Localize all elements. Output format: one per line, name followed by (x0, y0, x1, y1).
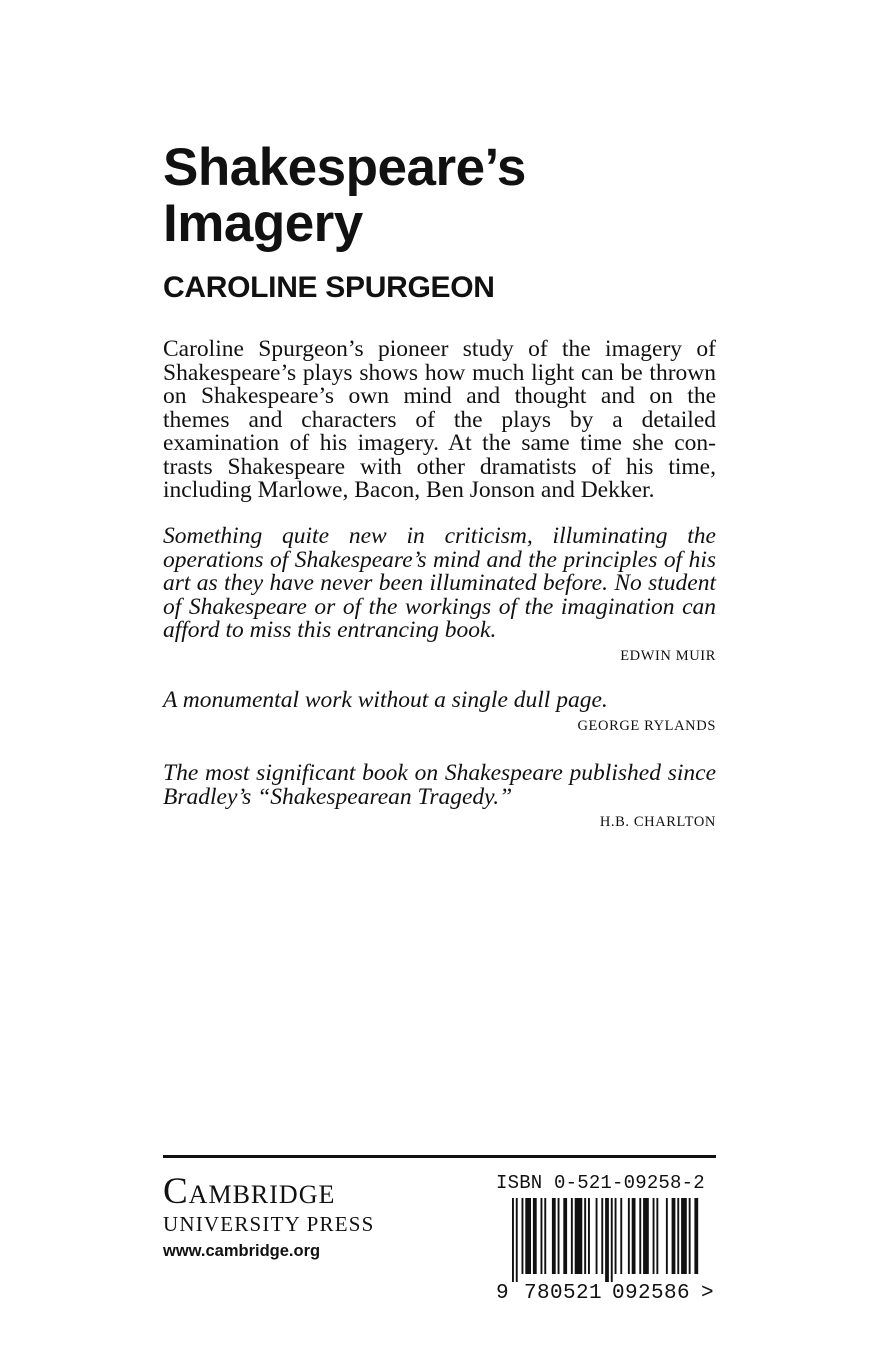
barcode-bar (677, 1198, 679, 1274)
barcode-digits-left: 780521 (524, 1282, 603, 1302)
publisher-subtitle: UNIVERSITY PRESS (163, 1212, 375, 1236)
author-name: CAROLINE SPURGEON (163, 271, 495, 304)
barcode-bar (516, 1198, 518, 1282)
review-quote (163, 689, 716, 735)
quote-attribution: H.B. CHARLTON (599, 814, 716, 830)
barcode-bars (512, 1198, 698, 1282)
barcode-end-mark: > (701, 1282, 714, 1302)
barcode-bar (544, 1198, 546, 1274)
quote-attribution: GEORGE RYLANDS (577, 717, 716, 734)
book-blurb: Caroline Spurgeon’s pioneer study of the imagery of Shakespeare’s plays shows how much light can be thrown on Shakespeare’s own mind and thought and on the themes and characters of the plays by a detailed examination of his imagery. At the same time she contrasts Shakespeare with other dramatists of his time, including Marlowe, Bacon, Ben Jonson and Dekker. (163, 336, 716, 503)
barcode-bar (666, 1198, 668, 1274)
barcode-bar (653, 1198, 655, 1274)
title-line-1: Shakespeare’s (163, 138, 526, 197)
publisher-name: Cambridge (163, 1171, 336, 1212)
barcode-bar (639, 1198, 641, 1274)
quote-text: The most significant book on Shakespeare published since Bradley’s “Shakespearean Tragedy.” (163, 760, 716, 810)
barcode-bar (694, 1198, 698, 1274)
barcode-bar (571, 1198, 573, 1274)
barcode-icon (496, 1198, 718, 1302)
barcode-bar (656, 1198, 658, 1274)
barcode-digits-right: 092586 (612, 1282, 691, 1302)
barcode-bar (672, 1198, 676, 1274)
barcode-bar (512, 1198, 514, 1282)
divider-rule (163, 1155, 716, 1158)
barcode-bar (632, 1198, 636, 1274)
barcode-bar (563, 1198, 567, 1274)
isbn-label: ISBN 0-521-09258-2 (496, 1172, 705, 1194)
barcode-digit-prefix: 9 (496, 1282, 509, 1302)
review-quote (163, 525, 716, 665)
barcode-bar (605, 1198, 609, 1282)
barcode-bar (601, 1198, 603, 1274)
barcode-bar (558, 1198, 560, 1274)
barcode-bar (525, 1198, 531, 1274)
barcode-bar (643, 1198, 649, 1274)
barcode-bar (588, 1198, 590, 1274)
barcode-bar (620, 1198, 622, 1274)
barcode-bar (533, 1198, 537, 1274)
review-quote (163, 762, 716, 831)
barcode-bar (628, 1198, 630, 1274)
title-line-2: Imagery (163, 194, 363, 253)
back-cover (163, 0, 716, 1360)
barcode-bar (681, 1198, 687, 1274)
quote-text: A monumental work without a single dull page. (163, 687, 608, 713)
barcode-bar (541, 1198, 543, 1274)
quote-attribution: EDWIN MUIR (620, 647, 716, 664)
barcode-bar (584, 1198, 586, 1274)
quote-text: Something quite new in criticism, illuminating the operations of Shakespeare’s mind and the principles of his art as they have never been illuminated before. No student of Shakespeare or of the workings of the imagination can afford to miss this entrancing book. (163, 523, 716, 643)
barcode-bar (596, 1198, 598, 1274)
book-title (163, 140, 526, 252)
barcode-bar (611, 1198, 613, 1282)
publisher-url: www.cambridge.org (163, 1242, 321, 1260)
isbn-barcode-block (496, 1172, 718, 1302)
barcode-bar (615, 1198, 617, 1274)
barcode-bar (689, 1198, 691, 1274)
publisher-logo (163, 1172, 463, 1262)
barcode-bar (522, 1198, 524, 1274)
barcode-bar (552, 1198, 556, 1274)
barcode-bar (575, 1198, 583, 1274)
